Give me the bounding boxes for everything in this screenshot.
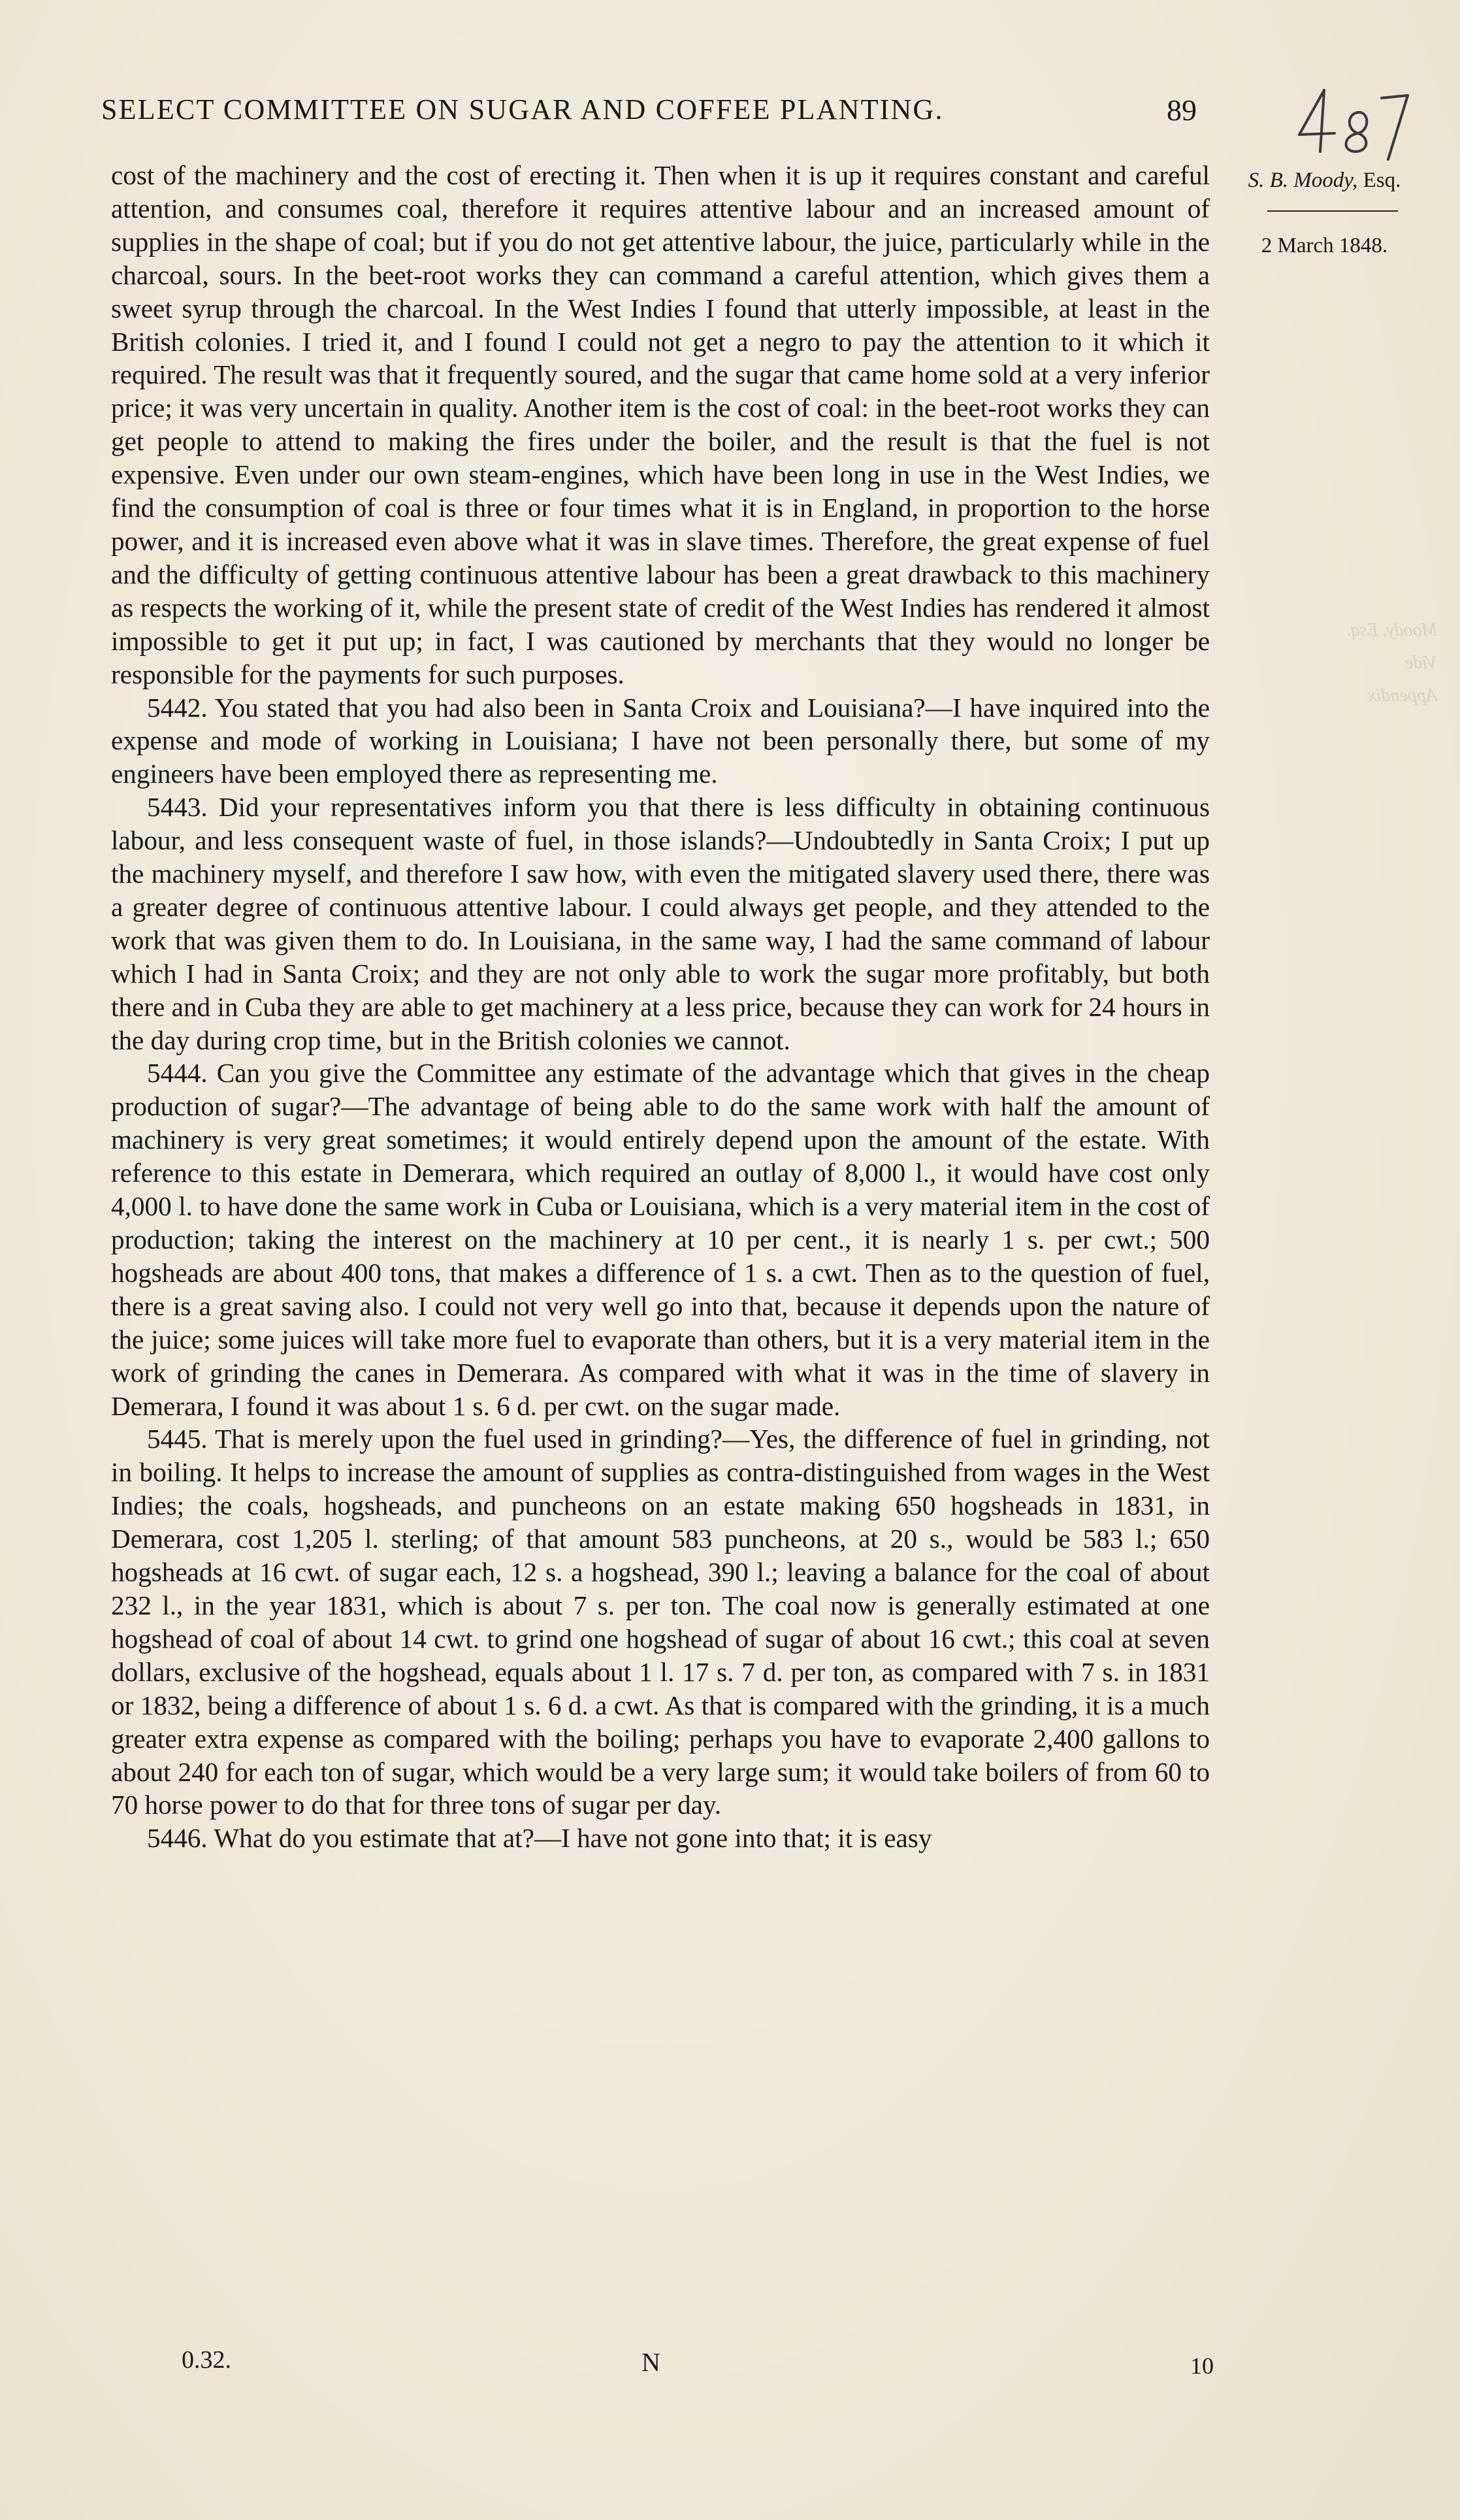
signature-letter: N [641,2348,660,2377]
page-number: 89 [1167,93,1197,127]
show-through-offset: Moody, Esq. Vide Appendix [1346,620,1437,706]
margin-witness-name [1215,169,1434,193]
witness-initials: S. B. Moody, [1248,169,1358,192]
catchword: 10 [1190,2353,1214,2379]
paragraph-5443: 5443. Did your representatives inform you that there is less difficulty in obtaining continuous labour, and less consequent waste of fuel, in those islands?—Undoubtedly in Santa Croix; I put up the machinery myself, and therefore I saw how, with even the mitigated slavery used there, there was a greater degree of continuous attentive labour. I could always get people, and they attended to the work that was given them to do. In Louisiana, in the same way, I had the same command of labour which I had in Santa Croix; and they are not only able to work the sugar more profitably, but both there and in Cuba they are able to get machinery at a less price, because they can work for 24 hours in the day during crop time, but in the British colonies we cannot. [111,792,1210,1055]
paragraph-5444: 5444. Can you give the Committee any estimate of the advantage which that gives in the cheap production of sugar?—The advantage of being able to do the same work with half the amount of machinery is very great sometimes; it would entirely depend upon the amount of the estate. With reference to this estate in Demerara, which required an outlay of 8,000 l., it would have cost only 4,000 l. to have done the same work in Cuba or Louisiana, which is a very material item in the cost of production; taking the interest on the machinery at 10 per cent., it is nearly 1 s. per cwt.; 500 hogsheads are about 400 tons, that makes a difference of 1 s. a cwt. Then as to the question of fuel, there is a great saving also. I could not very well go into that, because it depends upon the nature of the juice; some juices will take more fuel to evaporate than others, but it is a very material item in the work of grinding the canes in Demerara. As compared with what it was in the time of slavery in Demerara, I found it was about 1 s. 6 d. per cwt. on the sugar made. [111,1058,1210,1421]
paragraph-5442: 5442. You stated that you had also been in Santa Croix and Louisiana?—I have inquired into the expense and mode of working in Louisiana; I have not been personally there, but some of my engineers have been employed there as representing me. [111,692,1210,789]
body-text [111,159,1210,1855]
paragraph-continuation: cost of the machinery and the cost of erecting it. Then when it is up it requires constant and careful attention, and consumes coal, therefore it requires attentive labour and an increased amount of supplies in the shape of coal; but if you do not get attentive labour, the juice, particularly while in the charcoal, sours. In the beet-root works they can command a careful attention, which gives them a sweet syrup through the charcoal. In the West Indies I found that utterly impossible, at least in the British colonies. I tried it, and I found I could not get a negro to pay the attention to it which it required. The result was that it frequently soured, and the sugar that came home sold at a very inferior price; it was very uncertain in quality. Another item is the cost of coal: in the beet-root works they can get people to attend to making the fires under the boiler, and the result is that the fuel is not expensive. Even under our own steam-engines, which have been long in use in the West Indies, we find the consumption of coal is three or four times what it is in England, in proportion to the horse power, and it is increased even above what it was in slave times. Therefore, the great expense of fuel and the difficulty of getting continuous attentive labour has been a great drawback to this machinery as respects the working of it, while the present state of credit of the West Indies has rendered it almost impossible to get it put up; in fact, I was cautioned by merchants that they would no longer be responsible for the payments for such purposes. [111,160,1210,689]
printer-signature: 0.32. [182,2346,231,2374]
witness-suffix: Esq. [1363,169,1401,192]
margin-date: 2 March 1848. [1261,234,1388,257]
paragraph-5446: 5446. What do you estimate that at?—I have not gone into that; it is easy [147,1823,932,1854]
running-head-title: SELECT COMMITTEE ON SUGAR AND COFFEE PLANTING. [101,93,944,125]
margin-rule [1267,210,1398,212]
handwritten-folio-number [1290,78,1414,163]
paragraph-5445: 5445. That is merely upon the fuel used in grinding?—Yes, the difference of fuel in grinding, not in boiling. It helps to increase the amount of supplies as contra-distinguished from wages in the West Indies; the coals, hogsheads, and puncheons on an estate making 650 hogsheads in 1831, in Demerara, cost 1,205 l. sterling; of that amount 583 puncheons, at 20 s., would be 583 l.; 650 hogsheads at 16 cwt. of sugar each, 12 s. a hogshead, 390 l.; leaving a balance for the coal of about 232 l., in the year 1831, which is about 7 s. per ton. The coal now is generally estimated at one hogshead of coal of about 14 cwt. to grind one hogshead of sugar of about 16 cwt.; this coal at seven dollars, exclusive of the hogshead, equals about 1 l. 17 s. 7 d. per ton, as compared with 7 s. in 1831 or 1832, being a difference of about 1 s. 6 d. a cwt. As that is compared with the grinding, it is a much greater extra expense as compared with the boiling; perhaps you have to evaporate 2,400 gallons to about 240 for each ton of sugar, which would be a very large sum; it would take boilers of from 60 to 70 horse power to do that for three tons of sugar per day. [111,1424,1210,1820]
